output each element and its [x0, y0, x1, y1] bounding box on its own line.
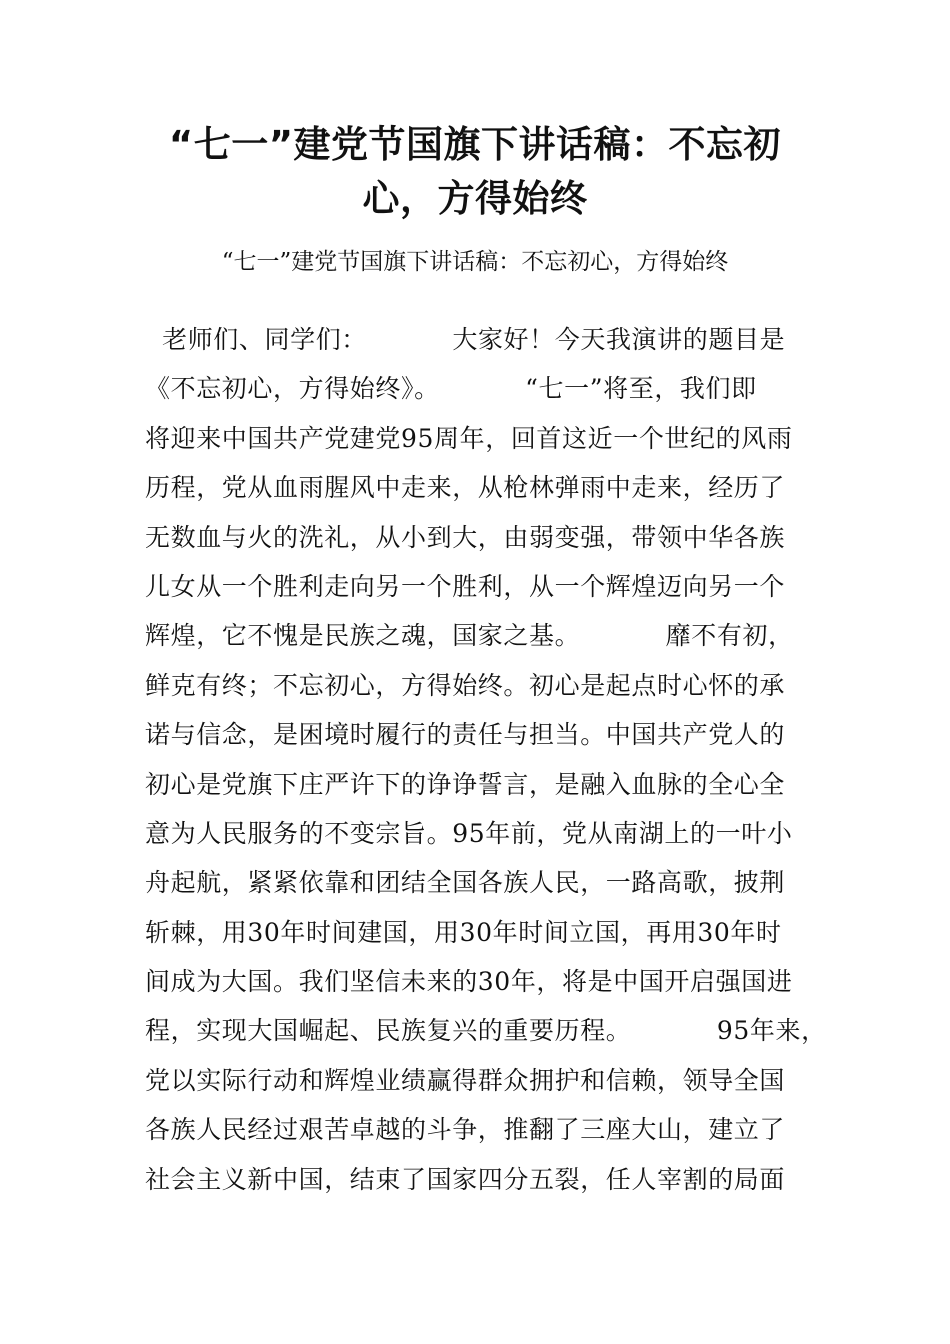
- body-line: 《不忘初心，方得始终》。 “七一”将至，我们即: [145, 374, 757, 404]
- body-line: 初心是党旗下庄严许下的诤诤誓言，是融入血脉的全心全: [145, 769, 786, 799]
- body-line: 无数血与火的洗礼，从小到大，由弱变强，带领中华各族: [145, 522, 786, 552]
- body-line: 间成为大国。我们坚信未来的30年，将是中国开启强国进: [145, 967, 793, 997]
- document-title: [140, 118, 810, 226]
- body-line: 历程，党从血雨腥风中走来，从枪林弹雨中走来，经历了: [145, 473, 786, 503]
- body-line: 意为人民服务的不变宗旨。95年前，党从南湖上的一叶小: [145, 818, 793, 848]
- body-line: 斩棘，用30年时间建国，用30年时间立国，再用30年时: [145, 917, 782, 947]
- body-line: 程，实现大国崛起、民族复兴的重要历程。 95年来，: [145, 1016, 827, 1046]
- body-line: 鲜克有终；不忘初心，方得始终。初心是起点时心怀的承: [145, 670, 786, 700]
- body-text: [145, 315, 827, 1204]
- document-subtitle: “七一”建党节国旗下讲话稿：不忘初心，方得始终: [221, 249, 729, 275]
- body-line: 各族人民经过艰苦卓越的斗争，推翻了三座大山，建立了: [145, 1115, 786, 1145]
- title-line: “七一”建党节国旗下讲话稿：不忘初: [168, 123, 782, 166]
- body-line: 将迎来中国共产党建党95周年，回首这近一个世纪的风雨: [145, 423, 793, 453]
- title-line: 心，方得始终: [362, 177, 588, 220]
- body-line: 诺与信念，是困境时履行的责任与担当。中国共产党人的: [145, 720, 786, 750]
- body-line: 辉煌，它不愧是民族之魂，国家之基。 靡不有初，: [145, 621, 794, 651]
- body-line: 舟起航，紧紧依靠和团结全国各族人民，一路高歌，披荆: [145, 868, 786, 898]
- body-line: 儿女从一个胜利走向另一个胜利，从一个辉煌迈向另一个: [145, 571, 786, 601]
- body-line: 社会主义新中国，结束了国家四分五裂，任人宰割的局面: [145, 1164, 786, 1194]
- body-line: 老师们、同学们： 大家好！今天我演讲的题目是: [145, 325, 786, 354]
- body-line: 党以实际行动和辉煌业绩赢得群众拥护和信赖，领导全国: [145, 1065, 786, 1095]
